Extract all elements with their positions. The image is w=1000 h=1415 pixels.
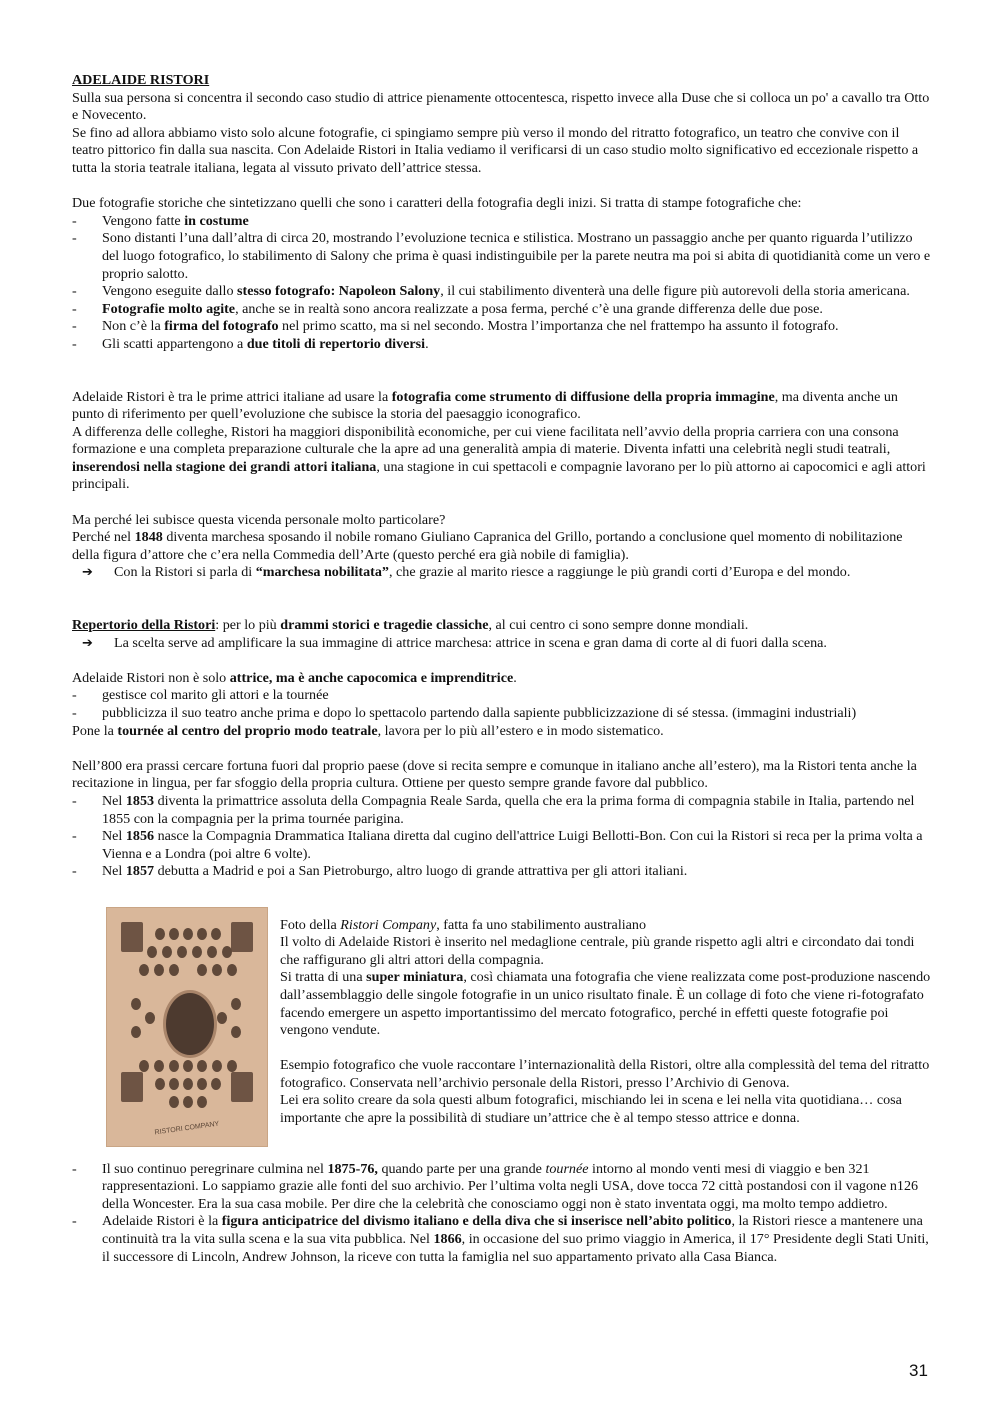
bullet-marker: - xyxy=(72,212,77,229)
portrait-dot xyxy=(197,1096,207,1108)
portrait-dot xyxy=(169,928,179,940)
bullet-marker: - xyxy=(72,1213,77,1230)
text: Nel xyxy=(102,828,126,845)
text: A differenza delle colleghe, Ristori ha maggiori disponibilità economiche, per cui viene facilitata nell’avvio della propria carriera con una consona formazione e una completa preparazione culturale che la apre ad una generalità ampia di materie. Diventa infatti una celebrità negli studi teatrali, xyxy=(72,423,899,458)
bold-text: figura anticipatrice del divismo italiano e della diva che si inserisce nell’abito politico xyxy=(221,1213,732,1230)
portrait-dot xyxy=(139,1060,149,1072)
figure-paragraph: Esempio fotografico che vuole raccontare l’internazionalità della Ristori, oltre alla complessità del tema del ritratto fotografico. Conservata nell’archivio personale della Ristori, presso l’Archivio di Genova. xyxy=(280,1057,930,1091)
figure-caption xyxy=(280,917,932,935)
portrait-dot xyxy=(154,1060,164,1072)
bullet-marker: - xyxy=(72,335,77,352)
bold-text: fotografia come strumento di diffusione della propria immagine xyxy=(391,388,775,405)
list-item xyxy=(72,793,932,828)
text: Foto della xyxy=(280,916,341,933)
portrait-dot xyxy=(197,928,207,940)
text: nel primo scatto, ma si nel secondo. Mostra l’importanza che nel frattempo ha assunto il fotografo. xyxy=(278,318,839,335)
list-item xyxy=(72,213,932,231)
text: , il cui stabilimento diventerà una delle figure più autorevoli della storia americana. xyxy=(440,283,910,300)
text: , fatta fa uno stabilimento australiano xyxy=(436,916,646,933)
portrait-dot xyxy=(217,1012,227,1024)
portrait-dot xyxy=(183,1060,193,1072)
portrait-dot xyxy=(169,1078,179,1090)
text: Sono distanti l’una dall’altra di circa 20, mostrando l’evoluzione tecnica e stilistica. Mostrano un passaggio anche per quanto riguarda l’utilizzo del luogo fotografico, lo stabilimento di Salony che prima è quasi indistinguibile per la parete neutra ma poi si abita di quotidianità come un vero e proprio salotto. xyxy=(102,230,931,282)
text: Con la Ristori si parla di xyxy=(114,564,256,581)
text: Adelaide Ristori è la xyxy=(102,1213,222,1230)
bold-text: super miniatura xyxy=(366,969,464,986)
portrait-dot xyxy=(183,928,193,940)
bold-text: Fotografie molto agite xyxy=(102,300,236,317)
portrait-dot xyxy=(183,1078,193,1090)
portrait-dot xyxy=(131,1026,141,1038)
bold-text: 1856 xyxy=(125,828,155,845)
bullet-marker: - xyxy=(72,230,77,247)
repertorio-paragraph xyxy=(72,617,932,635)
bold-text: inserendosi nella stagione dei grandi attori italiana xyxy=(72,458,377,475)
portrait-dot xyxy=(197,964,207,976)
text: : per lo più xyxy=(215,617,281,634)
portrait-dot xyxy=(231,1026,241,1038)
figure-paragraph: Lei era solito creare da sola questi album fotografici, mischiando lei in scena e lei nella vita quotidiana… cosa importante che apre la possibilità di studiare un’attrice che è al tempo stesso attrice e donna. xyxy=(280,1092,902,1127)
list-item xyxy=(72,283,932,301)
photo-tile xyxy=(231,922,253,952)
bold-text: due titoli di repertorio diversi xyxy=(246,335,426,352)
photo-caption: RISTORI COMPANY xyxy=(154,1120,220,1137)
bullet-marker: - xyxy=(72,828,77,845)
italic-text: tournée xyxy=(545,1160,589,1177)
bold-text: attrice, ma è anche capocomica e imprenditrice xyxy=(229,669,514,686)
text: Nel xyxy=(102,792,126,809)
text: Perché nel xyxy=(72,529,135,546)
list-item xyxy=(72,230,932,283)
portrait-dot xyxy=(131,998,141,1010)
portrait-dot xyxy=(183,1096,193,1108)
portrait-dot xyxy=(145,1012,155,1024)
text: Si tratta di una xyxy=(280,969,367,986)
portrait-dot xyxy=(197,1060,207,1072)
document-page xyxy=(72,72,932,1266)
text: Nel xyxy=(102,863,126,880)
bold-text: 1875-76, xyxy=(327,1160,378,1177)
bold-text: stesso fotografo: Napoleon Salony xyxy=(237,283,441,300)
bullet-marker: - xyxy=(72,300,77,317)
text: debutta a Madrid e poi a San Pietroburgo, altro luogo di grande attrattiva per gli attori italiani. xyxy=(154,863,688,880)
text: Non c’è la xyxy=(102,318,165,335)
arrow-icon: ➔ xyxy=(82,635,93,651)
bold-text: in costume xyxy=(184,212,249,229)
bullet-marker: - xyxy=(72,283,77,300)
text: Il suo continuo peregrinare culmina nel xyxy=(102,1160,328,1177)
text: Adelaide Ristori è tra le prime attrici italiane ad usare la xyxy=(72,388,392,405)
bold-text: firma del fotografo xyxy=(164,318,279,335)
text: , anche se in realtà sono ancora realizzate a posa ferma, perché c’è una grande differenza delle due pose. xyxy=(235,300,823,317)
capocomica-paragraph xyxy=(72,670,932,688)
figure-description xyxy=(280,917,932,1128)
text: diventa la primattrice assoluta della Compagnia Reale Sarda, quella che era la prima forma di compagnia stabile in Italia, partendo nel 1855 con la compagnia per la prima tournée parigina. xyxy=(102,792,915,827)
text: Vengono eseguite dallo xyxy=(102,283,238,300)
text: La scelta serve ad amplificare la sua immagine di attrice marchesa: attrice in scena e gran dama di corte al di fuori dalla scena. xyxy=(114,634,827,651)
arrow-icon: ➔ xyxy=(82,565,93,581)
central-medallion xyxy=(163,990,217,1058)
portrait-dot xyxy=(192,946,202,958)
list-item xyxy=(72,828,932,863)
text: diventa marchesa sposando il nobile romano Giuliano Capranica del Grillo, portando a conclusione quel momento di nobilitazione della figura d’attore che c’era nella Commedia dell’Arte (questo perché era già nobile di famiglia). xyxy=(72,529,903,563)
figure-block xyxy=(72,903,932,1161)
bullet-marker: - xyxy=(72,705,77,721)
photo-tile xyxy=(231,1072,253,1102)
portrait-dot xyxy=(197,1078,207,1090)
figure-paragraph xyxy=(280,969,932,1039)
portrait-dot xyxy=(162,946,172,958)
imagine-paragraph-2 xyxy=(72,424,932,494)
text: , una stagione in cui spettacoli e compagnie lavorano per lo più attorno ai capocomici e agli attori principali. xyxy=(72,458,926,493)
tournee-paragraph xyxy=(72,723,932,741)
text: , che grazie al marito riesce a raggiunge le più grandi corti d’Europa e del mondo. xyxy=(388,564,851,581)
bold-text: “marchesa nobilitata” xyxy=(255,564,389,581)
bold-text: 1866 xyxy=(433,1230,462,1247)
text: , ma diventa anche un punto di riferimento per quell’evoluzione che subisce la storia del paesaggio iconografico. xyxy=(72,388,898,423)
bullet-marker: - xyxy=(72,792,77,809)
text: Adelaide Ristori non è solo xyxy=(72,669,230,686)
bold-text: tournée al centro del proprio modo teatrale xyxy=(117,722,378,739)
marchesa-question: Ma perché lei subisce questa vicenda personale molto particolare? xyxy=(72,511,446,528)
portrait-dot xyxy=(154,964,164,976)
bullet-marker: - xyxy=(72,863,77,880)
portrait-dot xyxy=(231,998,241,1010)
list-item xyxy=(72,1213,932,1266)
ristori-company-photo xyxy=(106,907,268,1147)
figure-paragraph: Il volto di Adelaide Ristori è inserito nel medaglione centrale, più grande rispetto agli altri e circondato dai tondi che raffigurano gli altri attori della compagnia. xyxy=(280,934,915,968)
arrow-item xyxy=(72,564,932,582)
list-item xyxy=(72,318,932,336)
bullet-marker: - xyxy=(72,318,77,335)
photos-lead: Due fotografie storiche che sintetizzano quelli che sono i caratteri della fotografia degli inizi. Si tratta di stampe fotografiche che: xyxy=(72,195,802,212)
text: quando parte per una grande xyxy=(377,1160,546,1177)
portrait-dot xyxy=(207,946,217,958)
list-item xyxy=(72,301,932,319)
text: intorno al mondo venti mesi di viaggio e ben 321 rappresentazioni. Lo sappiamo grazie alle fonti del suo archivio. Per l’ultima volta negli USA, dove tocca 72 città postandosi con il vagone n126 della Woncester. Era la sua casa mobile. Per dire che la celebrità che conosciamo oggi non è stato inventata oggi, ma molto tempo addietro. xyxy=(102,1160,919,1212)
photo-tile xyxy=(121,1072,143,1102)
document-title: ADELAIDE RISTORI xyxy=(72,72,210,88)
text: , lavora per lo più all’estero e in modo sistematico. xyxy=(377,722,664,739)
text: , la Ristori riesce a mantenere una continuità tra la vita sulla scena e la sua vita pubblica. Nel xyxy=(102,1213,923,1247)
italic-text: Ristori Company xyxy=(340,916,437,933)
text: Pone la xyxy=(72,722,118,739)
text: , in occasione del suo primo viaggio in America, il 17° Presidente degli Stati Uniti, il successore di Lincoln, Andrew Johnson, la riceve con tutta la famiglia nel suo appartamento privato alla Casa Bianca. xyxy=(102,1230,929,1265)
portrait-dot xyxy=(227,1060,237,1072)
bullet-marker: - xyxy=(72,687,77,704)
bullet-marker: - xyxy=(72,1160,77,1177)
imagine-paragraph-1 xyxy=(72,389,932,424)
page-number: 31 xyxy=(909,1361,928,1380)
portrait-dot xyxy=(169,1060,179,1072)
list-item xyxy=(72,687,932,705)
text: , così chiamata una fotografia che viene realizzata come post-produzione nascendo dall’assemblaggio delle singole fotografie in un unico risultato finale. È un collage di foto che viene ri-fotografato facendo emergere un aspetto importantissimo del mercato fotografico, perché in effetti queste fotografie poi vengono vendute. xyxy=(280,969,931,1039)
portrait-dot xyxy=(169,1096,179,1108)
text: Vengono fatte xyxy=(102,212,185,229)
portrait-dot xyxy=(211,928,221,940)
portrait-dot xyxy=(227,964,237,976)
portrait-dot xyxy=(139,964,149,976)
text: . xyxy=(513,669,517,686)
portrait-dot xyxy=(222,946,232,958)
bold-text: drammi storici e tragedie classiche xyxy=(280,617,489,634)
portrait-dot xyxy=(169,964,179,976)
bold-underlined-text: Repertorio della Ristori xyxy=(72,617,216,634)
list-item xyxy=(72,336,932,354)
intro-paragraph-2: Se fino ad allora abbiamo visto solo alcune fotografie, ci spingiamo sempre più verso il mondo del ritratto fotografico, un teatro che convive con il teatro pittorico fin dalla sua nascita. Con Adelaide Ristori in Italia vediamo il verificarsi di un caso studio molto significativo ed eccezionale rispetto a tutta la storia teatrale italiana, legata al vissuto privato dell’attrice stessa. xyxy=(72,124,919,176)
portrait-dot xyxy=(155,1078,165,1090)
text: gestisce col marito gli attori e la tournée xyxy=(102,687,329,704)
text: Gli scatti appartengono a xyxy=(102,335,247,352)
marchesa-paragraph xyxy=(72,529,932,564)
bold-text: 1853 xyxy=(125,792,155,809)
bold-text: 1848 xyxy=(134,529,163,546)
intro-paragraph-1: Sulla sua persona si concentra il secondo caso studio di attrice pienamente ottocentesca, rispetto invece alla Duse che si colloca un po' a cavallo tra Otto e Novecento. xyxy=(72,89,930,124)
photo-tile xyxy=(121,922,143,952)
portrait-dot xyxy=(177,946,187,958)
ottocento-paragraph: Nell’800 era prassi cercare fortuna fuori dal proprio paese (dove si recita sempre e comunque in italiano anche all’estero), ma la Ristori tenta anche la recitazione in lingua, per far sfoggio della propria cultura. Ottiene per questo sempre grande favore dal pubblico. xyxy=(72,757,917,792)
text: nasce la Compagnia Drammatica Italiana diretta dal cugino dell'attrice Luigi Bellotti-Bon. Con cui la Ristori si reca per la prima volta a Vienna e a Londra (poi altre 6 volte). xyxy=(102,828,923,862)
text: pubblicizza il suo teatro anche prima e dopo lo spettacolo partendo dalla sapiente pubblicizzazione di sé stessa. (immagini industriali) xyxy=(102,705,857,721)
bold-text: 1857 xyxy=(125,863,155,880)
arrow-item xyxy=(72,635,932,653)
portrait-dot xyxy=(147,946,157,958)
portrait-dot xyxy=(212,1060,222,1072)
text: , al cui centro ci sono sempre donne mondiali. xyxy=(488,617,749,634)
portrait-dot xyxy=(212,964,222,976)
text: . xyxy=(425,335,429,352)
portrait-dot xyxy=(211,1078,221,1090)
list-item xyxy=(72,863,932,881)
portrait-dot xyxy=(155,928,165,940)
list-item xyxy=(72,1161,932,1214)
list-item xyxy=(72,705,932,723)
